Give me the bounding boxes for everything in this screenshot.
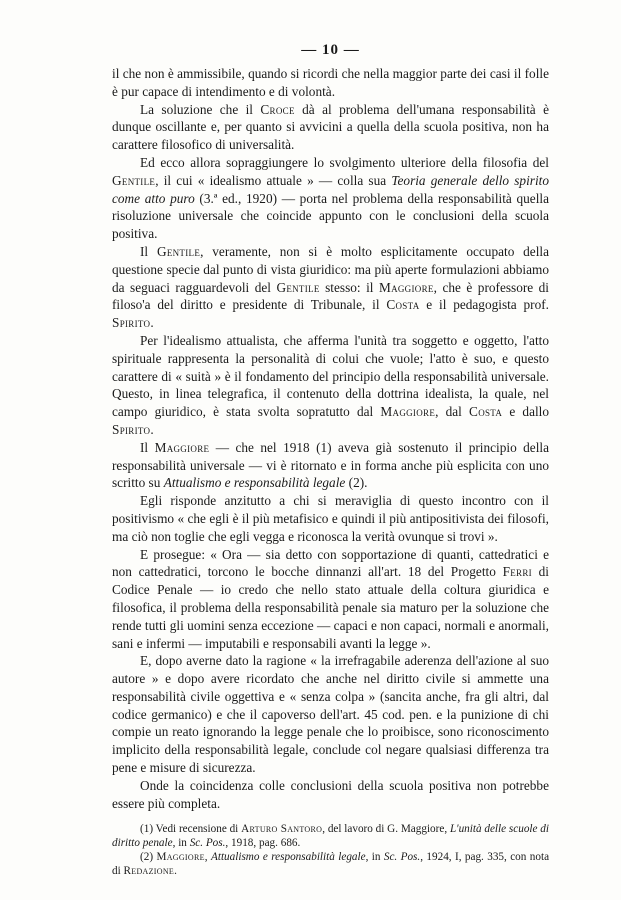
- title-italic: Attualismo e responsabilità legale: [211, 851, 366, 864]
- text-run: ,: [204, 851, 211, 864]
- paragraph: [112, 154, 549, 243]
- body-text: [112, 65, 549, 812]
- text-run: .: [150, 421, 154, 437]
- text-run: , in: [365, 851, 384, 864]
- paragraph: [112, 492, 549, 545]
- text-run: , 1924, I, pag. 335, con nota di: [112, 851, 550, 878]
- text-run: e dallo: [502, 404, 550, 420]
- author-name: Costa: [469, 404, 503, 420]
- text-run: .: [150, 315, 154, 331]
- paragraph: [112, 439, 549, 492]
- paragraph: [112, 546, 549, 653]
- text-run: — che nel 1918 (1) aveva già sostenuto il principio della responsabilità universale — vi è ritornato e in forma anche più esplicita con uno scritto su: [112, 439, 550, 491]
- text-run: Il: [140, 439, 155, 455]
- text-run: Il: [140, 243, 157, 259]
- author-name: Gentile: [112, 172, 156, 188]
- text-run: , in: [172, 837, 190, 850]
- text-run: e il pedagogista prof.: [419, 297, 549, 313]
- title-italic: Teoria generale dello spirito come atto puro: [112, 172, 549, 206]
- author-name: Gentile: [156, 243, 201, 259]
- paragraph: [112, 332, 549, 439]
- author-name: Ferri: [502, 564, 532, 580]
- author-name: Arturo Santoro: [241, 823, 323, 836]
- author-name: Maggiore: [380, 404, 436, 420]
- text-run: (2): [140, 851, 157, 864]
- title-italic: L'unità delle scuole di diritto penale: [112, 823, 549, 850]
- footnote: [112, 822, 549, 850]
- paragraph: [112, 101, 549, 154]
- paragraph: [112, 65, 549, 101]
- text-run: stesso: il: [319, 279, 379, 295]
- text-run: .: [174, 865, 177, 878]
- paragraph: [112, 777, 549, 813]
- text-run: dà al problema dell'umana responsabilità è dunque oscillante e, per quanto si avvicini a quella della scuola positiva, non ha carattere filosofico di universalità.: [112, 101, 549, 153]
- page-number: — 10 —: [301, 42, 360, 58]
- author-name: Spirito: [112, 421, 151, 437]
- author-name: Redazione: [123, 865, 175, 878]
- text-run: , il cui « idealismo attuale » — colla sua: [155, 172, 392, 188]
- text-run: (1) Vedi recensione di: [140, 823, 242, 836]
- title-italic: Attualismo e responsabilità legale: [163, 475, 346, 491]
- text-run: La soluzione che il: [140, 101, 261, 117]
- text-run: Egli risponde anzitutto a chi si meraviglia di questo incontro con il positivismo « che egli è il più metafisico e quindi il più antipositivista dei filosofi, ma ciò non toglie che egli vegga e riconosca la verità ovunque si trovi ».: [112, 493, 549, 544]
- text-run: , del lavoro di G. Maggiore,: [322, 823, 450, 836]
- footnotes: [112, 822, 549, 878]
- text-run: il che non è ammissibile, quando si ricordi che nella maggior parte dei casi il folle è pur capace di intendimento e di volontà.: [112, 66, 549, 99]
- text-run: , che è professore di filoso'a del diritto e presidente di Tribunale, il: [112, 279, 550, 313]
- author-name: Maggiore: [154, 439, 210, 455]
- footnote: [112, 850, 549, 878]
- title-italic: Sc. Pos.: [189, 837, 226, 850]
- author-name: Spirito: [112, 315, 151, 331]
- text-run: , veramente, non si è molto esplicitamente occupato della questione specie dal punto di vista giuridico: ma più aperte formulazioni abbiamo da seguaci ragguardevoli del: [112, 243, 549, 295]
- text-run: Ed ecco allora sopraggiungere lo svolgimento ulteriore della filosofia del: [140, 154, 549, 170]
- author-name: Croce: [260, 101, 295, 117]
- author-name: Maggiore: [378, 279, 434, 295]
- title-italic: Sc. Pos.: [383, 851, 421, 864]
- text-run: , 1918, pag. 686.: [225, 837, 301, 850]
- text-run: (3.ª ed., 1920) — porta nel problema della responsabilità quella risoluzione universale che coincide appunto con le conclusioni della scuola positiva.: [112, 190, 549, 242]
- document-page: [112, 42, 549, 878]
- text-run: E prosegue: « Ora — sia detto con sopportazione di quanti, cattedratici e non cattedratici, torcono le bocche dinnanzi all'art. 18 del Progetto: [112, 546, 549, 580]
- paragraph: [112, 652, 549, 777]
- author-name: Gentile: [276, 279, 320, 295]
- text-run: Per l'idealismo attualista, che afferma l'unità tra soggetto e oggetto, l'atto spirituale rappresenta la personalità di colui che vuole; l'atto è suo, e questo carattere di « suità » è il fondamento del principio della responsabilità universale. Questo, in linea telegrafica, il contenuto della dottrina idealista, la quale, nel campo giuridico, è stata svolta sopratutto dal: [112, 332, 549, 420]
- text-run: (2).: [345, 475, 368, 491]
- text-run: E, dopo averne dato la ragione « la irrefragabile aderenza dell'azione al suo autore » e dopo avere ricordato che anche nel diritto civile si ammette una responsabilità civile oggettiva e « senza colpa » (sancita anche, fra gli altri, dal codice germanico) e che il capoverso dell'art. 45 cod. pen. e la punizione di chi compie un reato ignorando la legge penale che lo proibisce, sono riconoscimento implicito della responsabilità legale, conclude col negare qualsiasi differenza tra pene e misure di sicurezza.: [112, 653, 549, 776]
- text-run: , dal: [435, 404, 470, 420]
- author-name: Costa: [386, 297, 420, 313]
- text-run: Onde la coincidenza colle conclusioni della scuola positiva non potrebbe essere più completa.: [112, 777, 549, 811]
- paragraph: [112, 243, 549, 332]
- author-name: Maggiore: [156, 851, 205, 864]
- text-run: di Codice Penale — io credo che nello stato attuale della coltura giuridica e filosofica, il problema della responsabilità penale sia maturo per la soluzione che rende tutti gli uomini senza eccezione — capaci e non capaci, normali e anormali, sani e infermi — imputabili e responsabili avanti la legge ».: [112, 564, 550, 651]
